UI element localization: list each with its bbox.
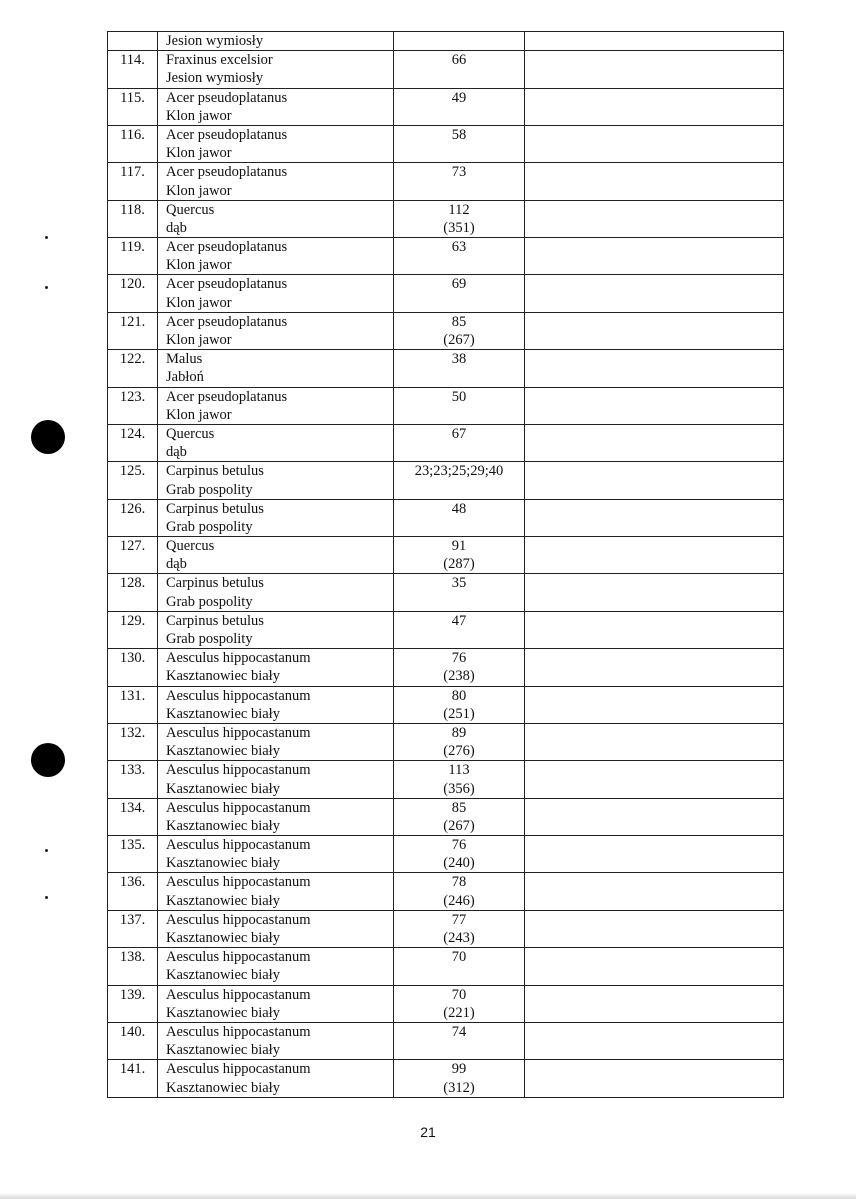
- trunk-circumference: [394, 256, 524, 274]
- trunk-diameter: 67: [451, 425, 467, 442]
- trunk-diameter: 76: [451, 837, 467, 854]
- table-row: [108, 387, 784, 424]
- table-row: [108, 163, 784, 200]
- cell-notes: [525, 574, 784, 611]
- tree-number: 114.: [120, 52, 145, 69]
- cell-diameter: [394, 948, 525, 985]
- trunk-diameter: 69: [451, 276, 467, 293]
- species-polish-name: Kasztanowiec biały: [166, 855, 280, 872]
- species-latin-name: Aesculus hippocastanum: [166, 687, 311, 704]
- species-polish-name: Kasztanowiec biały: [166, 817, 280, 834]
- cell-diameter: [394, 910, 525, 947]
- tree-number: 122.: [119, 351, 146, 368]
- species-latin-name: Malus: [166, 351, 203, 368]
- table-row: [108, 798, 784, 835]
- species-polish-name: Kasztanowiec biały: [166, 668, 280, 685]
- cell-diameter: [394, 163, 525, 200]
- cell-species: [158, 125, 394, 162]
- cell-species: [158, 761, 394, 798]
- trunk-circumference: [394, 368, 524, 386]
- trunk-circumference: (351): [443, 219, 475, 236]
- species-polish-name: Kasztanowiec biały: [166, 967, 280, 984]
- trunk-diameter: 85: [451, 799, 467, 816]
- cell-diameter: [394, 200, 525, 237]
- trunk-circumference: [394, 182, 524, 200]
- table-row: [108, 948, 784, 985]
- cell-diameter: [394, 723, 525, 760]
- species-latin-name: Aesculus hippocastanum: [166, 1061, 311, 1078]
- cell-number: [108, 761, 158, 798]
- species-latin-name: Acer pseudoplatanus: [166, 239, 288, 256]
- cell-number: [108, 985, 158, 1022]
- table-row: [108, 88, 784, 125]
- scan-speck: [45, 896, 48, 899]
- trunk-diameter: 38: [451, 351, 467, 368]
- cell-number: [108, 1022, 158, 1059]
- cell-species: [158, 649, 394, 686]
- trunk-circumference: (267): [443, 817, 475, 834]
- cell-diameter: [394, 32, 525, 51]
- trunk-diameter: 47: [451, 612, 467, 629]
- trunk-diameter: 74: [451, 1023, 467, 1040]
- table-row: [108, 200, 784, 237]
- species-latin-name: Carpinus betulus: [166, 575, 264, 592]
- table-row: [108, 537, 784, 574]
- cell-notes: [525, 686, 784, 723]
- species-polish-name: Jesion wymiosły: [166, 70, 264, 87]
- cell-species: [158, 836, 394, 873]
- trunk-circumference: [394, 144, 524, 162]
- species-latin-name: Acer pseudoplatanus: [166, 164, 288, 181]
- cell-diameter: [394, 350, 525, 387]
- cell-notes: [525, 723, 784, 760]
- cell-notes: [525, 238, 784, 275]
- cell-number: [108, 88, 158, 125]
- trunk-diameter: 66: [451, 52, 467, 69]
- species-latin-name: Acer pseudoplatanus: [166, 126, 288, 143]
- cell-diameter: [394, 761, 525, 798]
- trunk-diameter: 50: [451, 388, 467, 405]
- table-row: [108, 424, 784, 461]
- cell-diameter: [394, 985, 525, 1022]
- table-row: [108, 51, 784, 88]
- trunk-circumference: [394, 966, 524, 984]
- scan-edge: [0, 1193, 856, 1199]
- cell-notes: [525, 125, 784, 162]
- cell-notes: [525, 985, 784, 1022]
- cell-number: [108, 686, 158, 723]
- table-row: [108, 873, 784, 910]
- species-latin-name: Aesculus hippocastanum: [166, 762, 311, 779]
- cell-diameter: [394, 387, 525, 424]
- cell-number: [108, 948, 158, 985]
- cell-diameter: [394, 1022, 525, 1059]
- trunk-circumference: (312): [443, 1079, 475, 1096]
- species-latin-name: Aesculus hippocastanum: [166, 724, 311, 741]
- cell-species: [158, 723, 394, 760]
- species-polish-name: Klon jawor: [166, 406, 232, 423]
- tree-number: 131.: [119, 687, 146, 704]
- punch-hole-top: [31, 420, 65, 454]
- cell-number: [108, 462, 158, 499]
- cell-species: [158, 312, 394, 349]
- cell-notes: [525, 88, 784, 125]
- species-polish-name: Grab pospolity: [166, 593, 253, 610]
- trunk-diameter: 113: [448, 762, 470, 779]
- trunk-circumference: (251): [443, 705, 475, 722]
- cell-species: [158, 537, 394, 574]
- table-row: [108, 574, 784, 611]
- species-latin-name: Aesculus hippocastanum: [166, 837, 311, 854]
- table-row: [108, 462, 784, 499]
- tree-number: 138.: [119, 949, 146, 966]
- cell-diameter: [394, 312, 525, 349]
- trunk-circumference: [394, 518, 524, 536]
- trunk-circumference: [394, 1041, 524, 1059]
- tree-number: 139.: [119, 986, 146, 1003]
- cell-species: [158, 32, 394, 51]
- species-polish-name: Klon jawor: [166, 332, 232, 348]
- cell-number: [108, 350, 158, 387]
- species-latin-name: Aesculus hippocastanum: [166, 874, 311, 891]
- tree-number: 130.: [119, 650, 146, 667]
- species-latin-name: Carpinus betulus: [166, 463, 264, 480]
- species-latin-name: Fraxinus excelsior: [166, 52, 273, 69]
- trunk-diameter: 35: [451, 575, 467, 592]
- cell-diameter: [394, 275, 525, 312]
- species-polish-name: Kasztanowiec biały: [166, 780, 280, 797]
- species-polish-name: Jesion wymiosły: [166, 33, 264, 49]
- cell-species: [158, 163, 394, 200]
- tree-number: 116.: [120, 126, 145, 143]
- trunk-diameter: 112: [448, 201, 470, 218]
- cell-notes: [525, 1060, 784, 1097]
- cell-number: [108, 387, 158, 424]
- tree-number: 123.: [119, 388, 146, 405]
- cell-notes: [525, 1022, 784, 1059]
- species-latin-name: Aesculus hippocastanum: [166, 911, 311, 928]
- cell-number: [108, 163, 158, 200]
- species-polish-name: Klon jawor: [166, 182, 232, 199]
- cell-number: [108, 537, 158, 574]
- species-polish-name: Jabłoń: [166, 369, 204, 386]
- tree-inventory-table: [107, 31, 784, 1098]
- cell-species: [158, 948, 394, 985]
- trunk-diameter: 99: [451, 1061, 467, 1078]
- cell-notes: [525, 649, 784, 686]
- cell-notes: [525, 275, 784, 312]
- cell-notes: [525, 537, 784, 574]
- tree-number: 119.: [120, 239, 145, 256]
- species-polish-name: Grab pospolity: [166, 631, 253, 647]
- species-polish-name: Klon jawor: [166, 257, 232, 274]
- cell-number: [108, 1060, 158, 1097]
- cell-notes: [525, 312, 784, 349]
- tree-number: 141.: [119, 1061, 146, 1078]
- trunk-circumference: [394, 630, 524, 648]
- tree-number: 128.: [119, 575, 146, 592]
- cell-diameter: [394, 499, 525, 536]
- cell-notes: [525, 499, 784, 536]
- cell-notes: [525, 387, 784, 424]
- species-polish-name: Klon jawor: [166, 294, 232, 311]
- species-polish-name: dąb: [166, 219, 187, 236]
- cell-species: [158, 985, 394, 1022]
- trunk-diameter: 63: [451, 239, 467, 256]
- table-row: [108, 238, 784, 275]
- trunk-diameter: 70: [451, 986, 467, 1003]
- cell-species: [158, 574, 394, 611]
- cell-species: [158, 275, 394, 312]
- cell-diameter: [394, 574, 525, 611]
- table-row: [108, 275, 784, 312]
- cell-number: [108, 873, 158, 910]
- table-row: [108, 350, 784, 387]
- cell-species: [158, 350, 394, 387]
- cell-species: [158, 51, 394, 88]
- cell-diameter: [394, 125, 525, 162]
- trunk-circumference: [394, 294, 524, 312]
- trunk-circumference: (287): [443, 556, 475, 573]
- tree-number: 137.: [119, 911, 146, 928]
- cell-number: [108, 798, 158, 835]
- table-row: [108, 836, 784, 873]
- cell-notes: [525, 51, 784, 88]
- cell-species: [158, 238, 394, 275]
- tree-number: 120.: [119, 276, 146, 293]
- trunk-circumference: (276): [443, 743, 475, 760]
- cell-species: [158, 910, 394, 947]
- cell-notes: [525, 32, 784, 51]
- cell-diameter: [394, 1060, 525, 1097]
- table-row: [108, 761, 784, 798]
- cell-species: [158, 686, 394, 723]
- tree-number: 133.: [119, 762, 146, 779]
- species-polish-name: Kasztanowiec biały: [166, 1004, 280, 1021]
- table-row: [108, 1022, 784, 1059]
- cell-notes: [525, 350, 784, 387]
- trunk-diameter: 23;23;25;29;40: [414, 463, 504, 480]
- trunk-diameter: 48: [451, 500, 467, 517]
- table-row: [108, 910, 784, 947]
- tree-number: 126.: [119, 500, 146, 517]
- trunk-circumference: (356): [443, 780, 475, 797]
- cell-number: [108, 125, 158, 162]
- cell-number: [108, 611, 158, 648]
- scan-speck: [45, 236, 48, 239]
- table-row: [108, 499, 784, 536]
- cell-number: [108, 51, 158, 88]
- tree-number: 118.: [120, 201, 145, 218]
- trunk-diameter: 89: [451, 724, 467, 741]
- species-polish-name: Kasztanowiec biały: [166, 1042, 280, 1059]
- cell-notes: [525, 462, 784, 499]
- table-row: [108, 1060, 784, 1097]
- tree-number: 129.: [119, 612, 146, 629]
- tree-number: 124.: [119, 425, 146, 442]
- cell-diameter: [394, 798, 525, 835]
- tree-number: 127.: [119, 538, 146, 555]
- cell-diameter: [394, 537, 525, 574]
- cell-diameter: [394, 51, 525, 88]
- species-polish-name: Kasztanowiec biały: [166, 705, 280, 722]
- tree-number: 115.: [120, 89, 145, 106]
- trunk-diameter: 73: [451, 164, 467, 181]
- tree-number: 125.: [119, 463, 146, 480]
- cell-number: [108, 200, 158, 237]
- cell-diameter: [394, 649, 525, 686]
- cell-species: [158, 387, 394, 424]
- species-latin-name: Acer pseudoplatanus: [166, 276, 288, 293]
- trunk-circumference: (246): [443, 892, 475, 909]
- trunk-circumference: [394, 443, 524, 461]
- cell-species: [158, 873, 394, 910]
- species-polish-name: Klon jawor: [166, 145, 232, 162]
- cell-number: [108, 312, 158, 349]
- tree-number: 135.: [119, 837, 146, 854]
- table-body: [108, 32, 784, 1098]
- species-polish-name: dąb: [166, 444, 187, 461]
- cell-diameter: [394, 88, 525, 125]
- trunk-circumference: [394, 107, 524, 125]
- cell-notes: [525, 163, 784, 200]
- trunk-circumference: (221): [443, 1004, 475, 1021]
- trunk-diameter: 85: [451, 313, 467, 330]
- cell-number: [108, 32, 158, 51]
- table-row: [108, 649, 784, 686]
- cell-number: [108, 238, 158, 275]
- table-row: [108, 686, 784, 723]
- trunk-circumference: (243): [443, 930, 475, 946]
- trunk-diameter: 70: [451, 949, 467, 966]
- trunk-diameter: 91: [451, 538, 467, 555]
- trunk-circumference: [394, 593, 524, 611]
- species-latin-name: Aesculus hippocastanum: [166, 986, 311, 1003]
- species-latin-name: Acer pseudoplatanus: [166, 313, 288, 330]
- page-number: 21: [420, 1124, 436, 1140]
- trunk-circumference: (267): [443, 332, 475, 348]
- species-latin-name: Quercus: [166, 425, 215, 442]
- species-polish-name: Grab pospolity: [166, 518, 253, 535]
- table-row: [108, 611, 784, 648]
- species-polish-name: Grab pospolity: [166, 481, 253, 498]
- cell-number: [108, 910, 158, 947]
- cell-diameter: [394, 424, 525, 461]
- table-row: [108, 312, 784, 349]
- species-polish-name: Kasztanowiec biały: [166, 930, 280, 946]
- trunk-diameter: 58: [451, 126, 467, 143]
- punch-hole-bottom: [31, 743, 65, 777]
- cell-notes: [525, 761, 784, 798]
- species-latin-name: Carpinus betulus: [166, 500, 264, 517]
- species-latin-name: Carpinus betulus: [166, 612, 264, 629]
- cell-number: [108, 723, 158, 760]
- cell-species: [158, 1022, 394, 1059]
- species-latin-name: Quercus: [166, 201, 215, 218]
- trunk-circumference: (238): [443, 668, 475, 685]
- cell-species: [158, 88, 394, 125]
- species-latin-name: Acer pseudoplatanus: [166, 388, 288, 405]
- cell-number: [108, 649, 158, 686]
- cell-species: [158, 1060, 394, 1097]
- species-latin-name: Aesculus hippocastanum: [166, 1023, 311, 1040]
- cell-diameter: [394, 873, 525, 910]
- trunk-circumference: (240): [443, 855, 475, 872]
- cell-notes: [525, 836, 784, 873]
- table-row-continuation: [108, 32, 784, 51]
- cell-number: [108, 836, 158, 873]
- scan-speck: [45, 849, 48, 852]
- species-polish-name: dąb: [166, 556, 187, 573]
- cell-species: [158, 462, 394, 499]
- cell-species: [158, 424, 394, 461]
- species-latin-name: Acer pseudoplatanus: [166, 89, 288, 106]
- cell-species: [158, 499, 394, 536]
- species-latin-name: Aesculus hippocastanum: [166, 650, 311, 667]
- tree-number: 132.: [119, 724, 146, 741]
- cell-species: [158, 200, 394, 237]
- species-polish-name: Kasztanowiec biały: [166, 743, 280, 760]
- trunk-diameter: 80: [451, 687, 467, 704]
- cell-notes: [525, 200, 784, 237]
- cell-notes: [525, 910, 784, 947]
- cell-diameter: [394, 462, 525, 499]
- trunk-diameter: 76: [451, 650, 467, 667]
- cell-notes: [525, 948, 784, 985]
- cell-notes: [525, 798, 784, 835]
- cell-number: [108, 275, 158, 312]
- cell-species: [158, 611, 394, 648]
- cell-diameter: [394, 611, 525, 648]
- trunk-circumference: [394, 481, 524, 499]
- species-latin-name: Aesculus hippocastanum: [166, 949, 311, 966]
- tree-number: 117.: [120, 164, 145, 181]
- table-row: [108, 985, 784, 1022]
- tree-number: 121.: [119, 313, 146, 330]
- species-polish-name: Klon jawor: [166, 107, 232, 124]
- trunk-circumference: [394, 406, 524, 424]
- trunk-diameter: 49: [451, 89, 467, 106]
- species-polish-name: Kasztanowiec biały: [166, 892, 280, 909]
- scan-speck: [45, 286, 48, 289]
- trunk-diameter: 77: [451, 911, 467, 928]
- cell-diameter: [394, 238, 525, 275]
- species-latin-name: Quercus: [166, 538, 215, 555]
- cell-species: [158, 798, 394, 835]
- cell-notes: [525, 873, 784, 910]
- tree-number: 136.: [119, 874, 146, 891]
- cell-number: [108, 574, 158, 611]
- tree-number: 140.: [119, 1023, 146, 1040]
- cell-diameter: [394, 836, 525, 873]
- trunk-circumference: [394, 69, 524, 87]
- species-polish-name: Kasztanowiec biały: [166, 1079, 280, 1096]
- cell-diameter: [394, 686, 525, 723]
- cell-notes: [525, 611, 784, 648]
- cell-notes: [525, 424, 784, 461]
- table-row: [108, 723, 784, 760]
- table-row: [108, 125, 784, 162]
- cell-number: [108, 424, 158, 461]
- trunk-diameter: 78: [451, 874, 467, 891]
- species-latin-name: Aesculus hippocastanum: [166, 799, 311, 816]
- tree-number: 134.: [119, 799, 146, 816]
- cell-number: [108, 499, 158, 536]
